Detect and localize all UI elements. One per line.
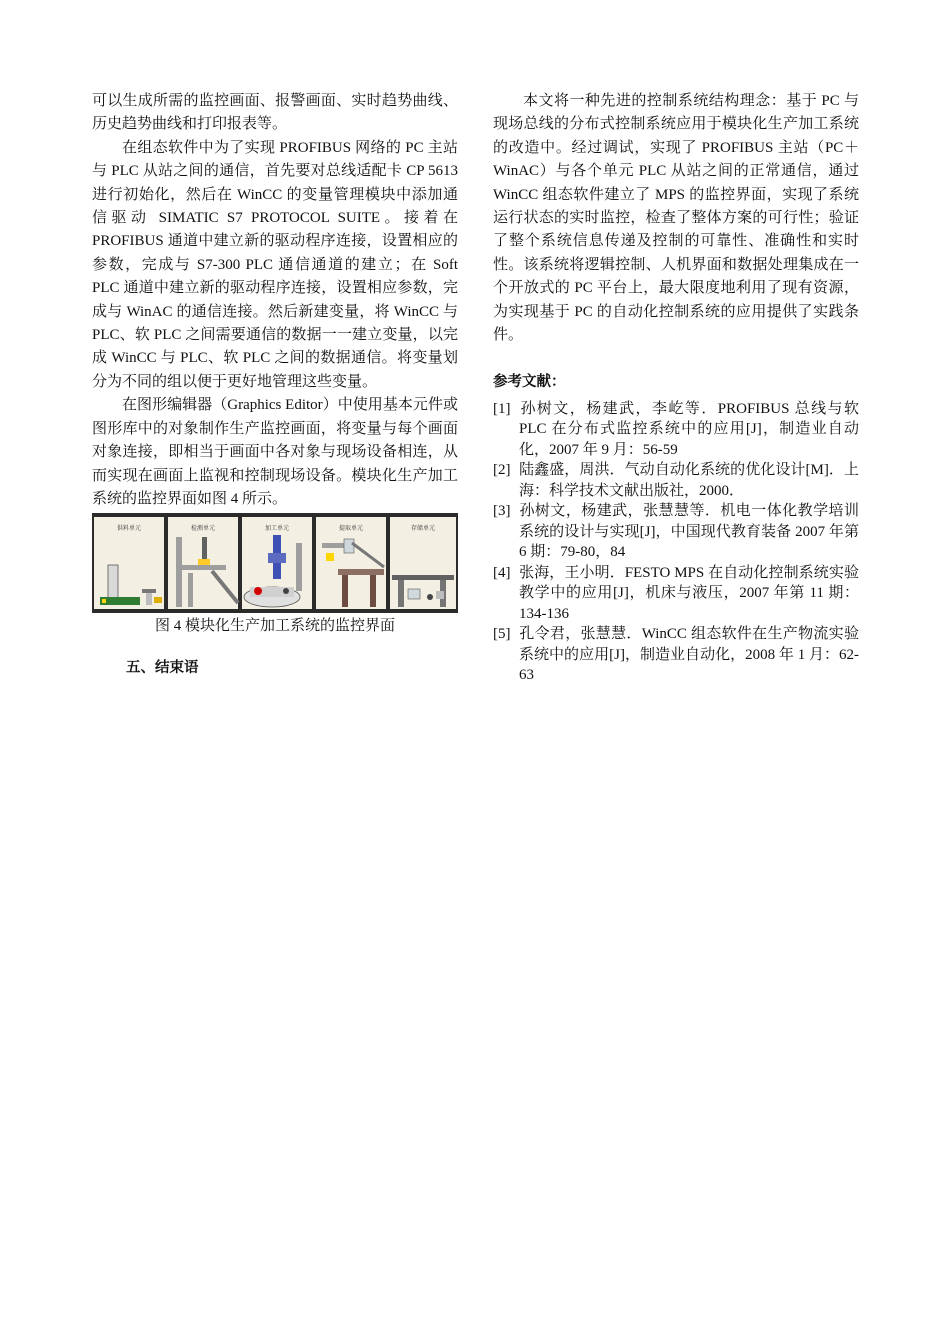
panel-label-4: 提取单元 — [338, 525, 364, 533]
reference-item — [493, 501, 859, 563]
left-column — [92, 90, 458, 680]
reference-number: [4] — [493, 564, 511, 581]
panel-processing-unit — [242, 517, 312, 609]
reference-number: [1] — [493, 400, 511, 417]
left-paragraph-1: 可以生成所需的监控画面、报警画面、实时趋势曲线、历史趋势曲线和打印报表等。 — [92, 93, 458, 133]
right-column — [493, 90, 859, 686]
reference-item — [493, 460, 859, 501]
reference-text: 张海，王小明．FESTO MPS 在自动化控制系统实验教学中的应用[J]，机床与液压，2007 年第 11 期：134-136 — [519, 564, 859, 622]
reference-item — [493, 563, 859, 625]
figure-caption: 图 4 模块化生产加工系统的监控界面 — [154, 618, 395, 635]
panel-label-5: 存储单元 — [410, 525, 436, 533]
reference-number: [2] — [493, 462, 511, 479]
references-heading: 参考文献： — [493, 374, 566, 391]
panel-storage-unit — [390, 517, 456, 609]
reference-number: [3] — [493, 503, 511, 520]
panel-label-3: 加工单元 — [264, 525, 290, 533]
references-list — [493, 399, 859, 686]
monitoring-interface-image — [92, 513, 458, 613]
reference-text: 孙树文，杨建武，张慧慧等．机电一体化教学培训系统的设计与实现[J]，中国现代教育装备 2007 年第 6 期：79-80，84 — [519, 503, 859, 561]
panel-extraction-unit — [316, 517, 386, 609]
panel-label-2: 检测单元 — [190, 525, 216, 533]
reference-item — [493, 399, 859, 461]
left-paragraph-2: 在组态软件中为了实现 PROFIBUS 网络的 PC 主站与 PLC 从站之间的通信，首先要对总线适配卡 CP 5613 进行初始化，然后在 WinCC 的变量管理模块中添加通信驱动 SIMATIC S7 PROTOCOL SUITE。接着在 PROFIBUS 通道中建立新的驱动程序连接，设置相应的参数，完成与 S7-300 PLC 通信通道的建立；在 Soft PLC 通道中建立新的驱动程序连接，设置相应参数，完成与 WinAC 的通信连接。然后新建变量，将 WinCC 与 PLC、软 PLC 之间需要通信的数据一一建立变量，以完成 WinCC 与 PLC、软 PLC 之间的数据通信。将变量划分为不同的组以便于更好地管理这些变量。 — [92, 139, 458, 390]
reference-text: 孙树文，杨建武，李屹等．PROFIBUS 总线与软 PLC 在分布式监控系统中的应用[J]，制造业自动化，2007 年 9 月：56-59 — [519, 400, 859, 458]
panel-feeding-unit — [94, 517, 164, 609]
panel-inspection-unit — [168, 517, 238, 609]
figure-4-monitoring-interface — [92, 513, 458, 638]
right-paragraph-1: 本文将一种先进的控制系统结构理念：基于 PC 与现场总线的分布式控制系统应用于模块化生产加工系统的改造中。经过调试，实现了 PROFIBUS 主站（PC＋WinAC）与各个单元 PLC 从站之间的正常通信，通过 WinCC 组态软件建立了 MPS 的监控界面，实现了系统运行状态的实时监控，检查了整体方案的可行性；验证了整个系统信息传递及控制的可靠性、准确性和实时性。该系统将逻辑控制、人机界面和数据处理集成在一个开放式的 PC 平台上，最大限度地利用了现有资源，为实现基于 PC 的自动化控制系统的应用提供了实践条件。 — [493, 93, 859, 344]
reference-number: [5] — [493, 626, 511, 643]
left-paragraph-3: 在图形编辑器（Graphics Editor）中使用基本元件或图形库中的对象制作生产监控画面，将变量与每个画面对象连接，即相当于画面中各对象与现场设备相连，从而实现在画面上监视和控制现场设备。模块化生产加工系统的监控界面如图 4 所示。 — [92, 397, 458, 507]
reference-item — [493, 624, 859, 686]
panel-label-1: 供料单元 — [116, 525, 142, 533]
section-heading-conclusion: 五、结束语 — [126, 659, 199, 676]
reference-text: 孔令君，张慧慧．WinCC 组态软件在生产物流实验系统中的应用[J]，制造业自动化，2008 年 1 月：62-63 — [519, 626, 859, 684]
reference-text: 陆鑫盛，周洪．气动自动化系统的优化设计[M]．上海：科学技术文献出版社，2000． — [519, 462, 859, 499]
